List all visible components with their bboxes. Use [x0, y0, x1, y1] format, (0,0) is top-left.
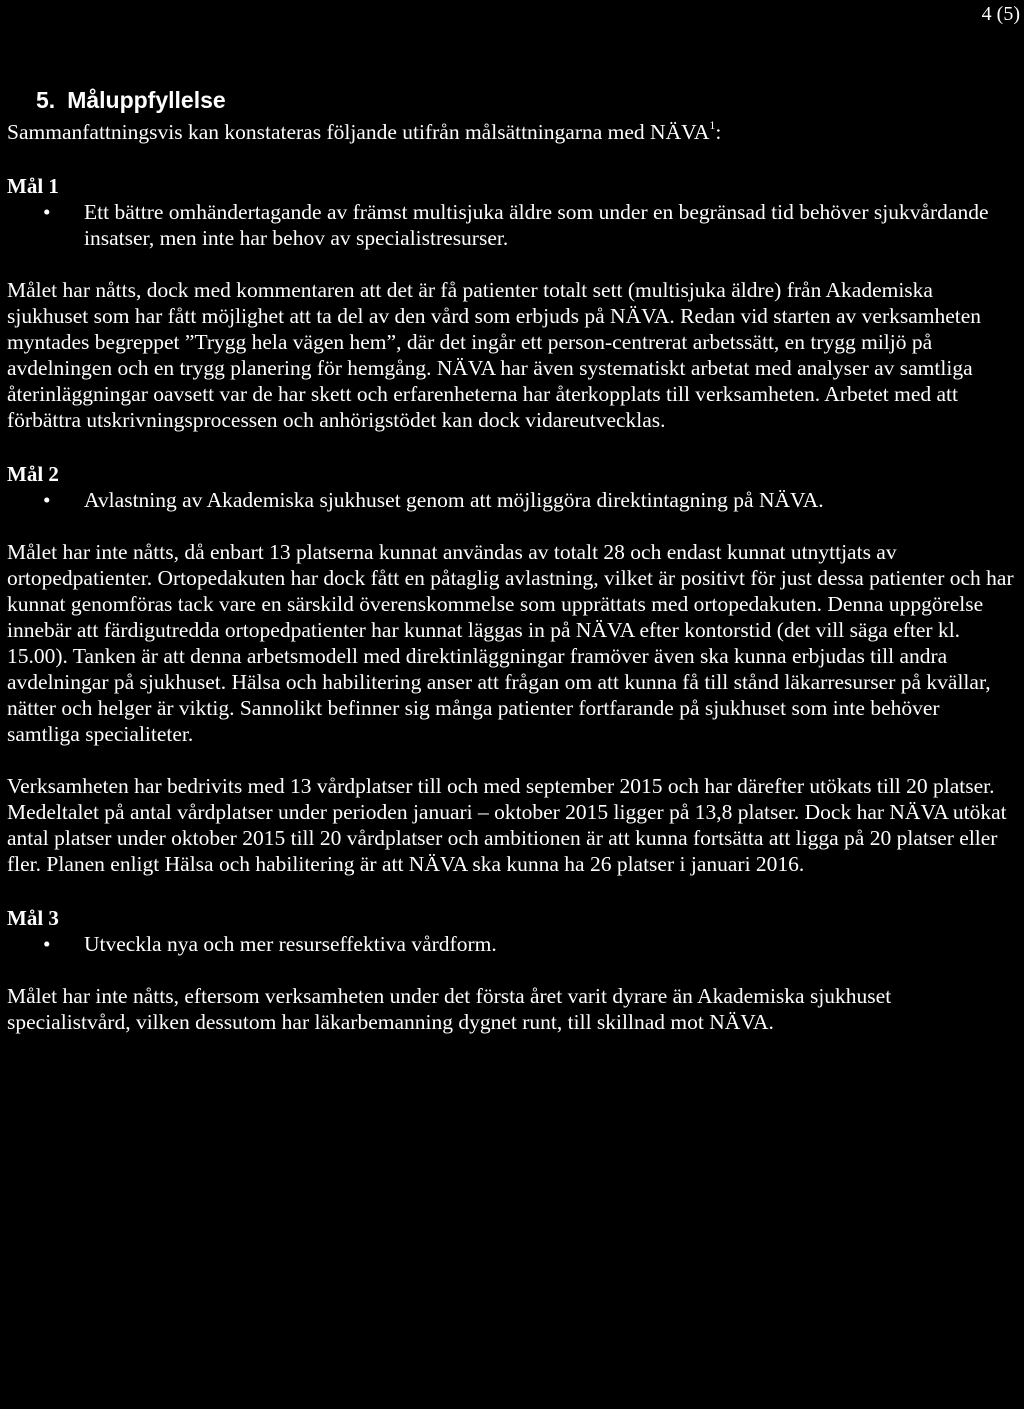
intro-text: Sammanfattningsvis kan konstateras följande utifrån målsättningarna med NÄVA: [7, 120, 710, 144]
goal-1-paragraph-1: Målet har nåtts, dock med kommentaren att det är få patienter totalt sett (multisjuka äldre) från Akademiska sjukhuset som har fått möjlighet att ta del av den vård som erbjuds på NÄVA. Redan vid starten av verksamheten myntades begreppet ”Trygg hela vägen hem”, där det ingår ett person-centrerat arbetssätt, en trygg miljö på avdelningen och en trygg planering för hemgång. NÄVA har även systematiskt arbetat med analyser av samtliga återinläggningar oavsett var de har skett och erfarenheterna har återkopplats till verksamheten. Arbetet med att förbättra utskrivningsprocessen och anhörigstödet kan dock vidareutvecklas.: [7, 278, 982, 432]
goal-3: [7, 905, 1017, 1035]
goal-2: [7, 461, 1017, 877]
document-body: [7, 84, 1017, 1035]
goal-1-list: [7, 199, 1017, 251]
section-title: Måluppfyllelse: [67, 87, 226, 113]
goal-2-bullet: • Avlastning av Akademiska sjukhuset genom att möjliggöra direktintagning på NÄVA.: [7, 487, 1017, 513]
footnote-reference: 1: [709, 117, 716, 132]
page-number: 4 (5): [981, 3, 1020, 25]
section-number: 5.: [36, 87, 56, 113]
section-heading: [36, 84, 1017, 116]
goal-3-bullet: • Utveckla nya och mer resurseffektiva vårdform.: [7, 931, 1017, 957]
goal-2-label: Mål 2: [7, 462, 59, 486]
goal-1-bullet: • Ett bättre omhändertagande av främst multisjuka äldre som under en begränsad tid behöver sjukvårdande insatser, men inte har behov av specialistresurser.: [7, 199, 1017, 251]
goal-1-label: Mål 1: [7, 174, 59, 198]
goal-1: [7, 173, 1017, 433]
goal-3-label: Mål 3: [7, 906, 59, 930]
intro-suffix: :: [715, 120, 722, 144]
goal-2-paragraph-2: Verksamheten har bedrivits med 13 vårdplatser till och med september 2015 och har därefter utökats till 20 platser. Medeltalet på antal vårdplatser under perioden januari – oktober 2015 ligger på 13,8 platser. Dock har NÄVA utökat antal platser under oktober 2015 till 20 vårdplatser och ambitionen är att kunna fortsätta att ligga på 20 platser eller fler. Planen enligt Hälsa och habilitering är att NÄVA ska kunna ha 26 platser i januari 2016.: [7, 774, 1007, 876]
intro-paragraph: [7, 119, 1017, 145]
goal-3-list: [7, 931, 1017, 957]
goal-2-list: [7, 487, 1017, 513]
goal-3-paragraph-1: Målet har inte nåtts, eftersom verksamheten under det första året varit dyrare än Akademiska sjukhuset specialistvård, vilken dessutom har läkarbemanning dygnet runt, till skillnad mot NÄVA.: [7, 984, 892, 1034]
goal-2-paragraph-1: Målet har inte nåtts, då enbart 13 platserna kunnat användas av totalt 28 och endast kunnat utnyttjats av ortopedpatienter. Ortopedakuten har dock fått en påtaglig avlastning, vilket är positivt för just dessa patienter och har kunnat genomföras tack vare en särskild överenskommelse som upprättats med ortopedakuten. Denna uppgörelse innebär att färdigutredda ortopedpatienter har kunnat läggas in på NÄVA efter kontorstid (det vill säga efter kl. 15.00). Tanken är att denna arbetsmodell med direktinläggningar framöver även ska kunna erbjudas till andra avdelningar på sjukhuset. Hälsa och habilitering anser att frågan om att kunna få till stånd läkarresurser på kvällar, nätter och helger är viktig. Sannolikt befinner sig många patienter fortfarande på sjukhuset som inte behöver samtliga specialiteter.: [7, 540, 1014, 746]
